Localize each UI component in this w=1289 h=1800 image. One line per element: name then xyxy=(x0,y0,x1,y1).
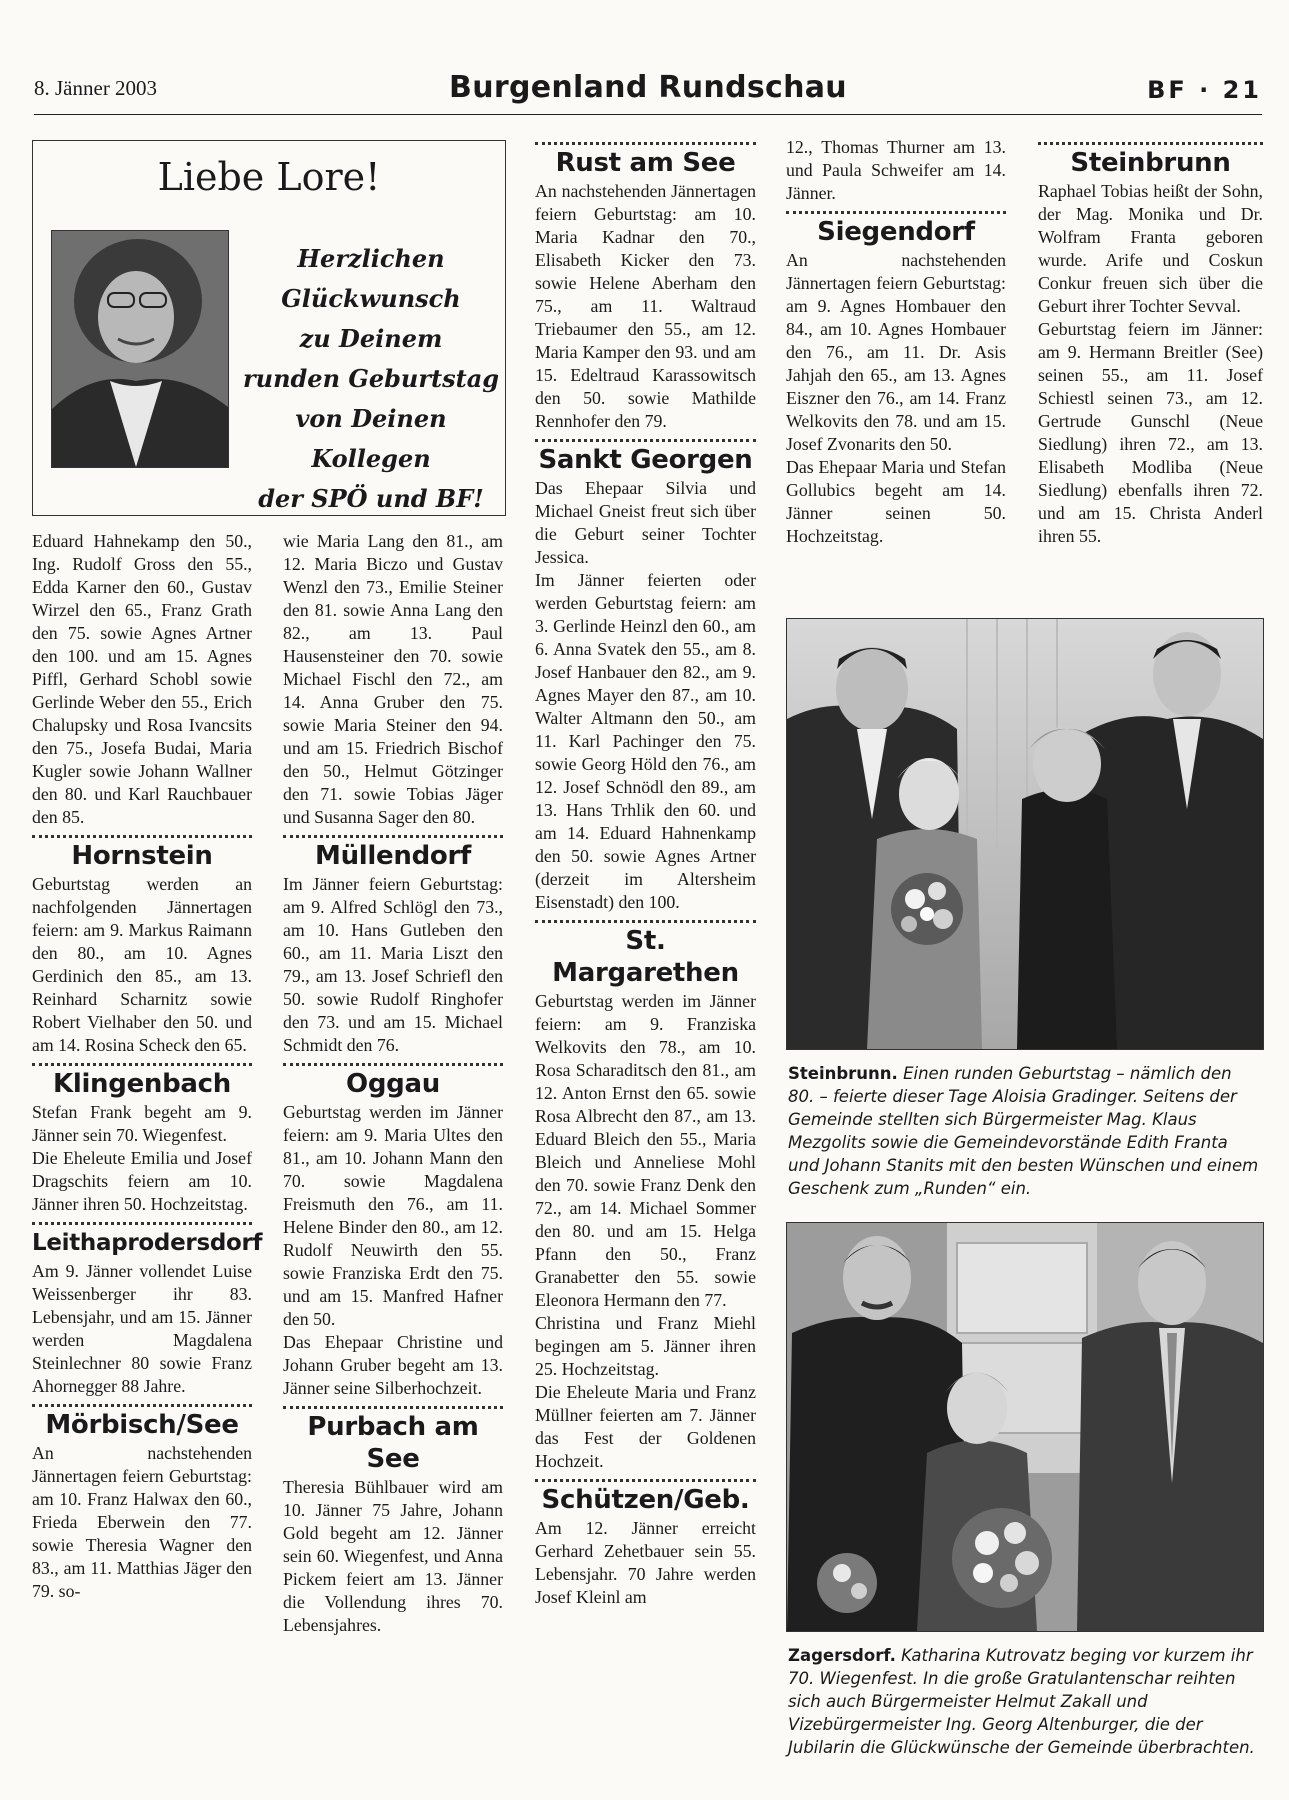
article-text: Theresia Bühlbauer wird am 10. Jänner 75 Jahre, Johann Gold begeht am 12. Jänner sein 60. Wiegenfest, und Anna Pickem feiert am 13. Jänner die Vollendung ihres 70. Lebensjahres. xyxy=(283,1477,503,1635)
section-title-purbach: Purbach am See xyxy=(307,1412,479,1474)
section-title-muellendorf: Müllendorf xyxy=(315,841,471,871)
caption-text: Katharina Kutrovatz beging vor kurzem ihr 70. Wiegenfest. In die große Gratulantenschar reihten sich auch Bürgermeister Helmut Zakall und Vizebürgermeister Ing. Georg Altenburger, die der Jubilarin die Glückwünsche der Gemeinde überbrachten. xyxy=(788,1646,1255,1757)
article-column-2 xyxy=(283,530,503,1637)
dotted-divider xyxy=(32,1222,252,1225)
article-text: Geburtstag werden im Jänner feiern: am 9. Maria Ultes den 81., am 10. Johann Mann den 70. sowie Magdalena Freismuth den 76., am 11. Helene Binder den 80., am 12. Rudolf Neuwirth den 55. sowie Franziska Erdt den 75. und am 15. Manfred Hafner den 50. xyxy=(283,1102,503,1329)
caption-text: Einen runden Geburtstag – nämlich den 80. – feierte dieser Tage Aloisia Gradinger. Seitens der Gemeinde stellten sich Bürgermeister Mag. Klaus Mezgolits sowie die Gemeindevorstände Edith Franta und Johann Stanits mit den besten Wünschen und einem Geschenk zum „Runden“ ein. xyxy=(788,1064,1259,1198)
article-text: Die Eheleute Emilia und Josef Dragschits feiern am 10. Jänner ihren 50. Hochzeitstag. xyxy=(32,1148,252,1214)
article-text: Am 9. Jänner vollendet Luise Weissenberger ihr 83. Lebensjahr, und am 15. Jänner werden Magdalena Steinlechner 80 sowie Franz Ahornegger 88 Jahre. xyxy=(32,1261,252,1396)
steinbrunn-group-photo xyxy=(786,618,1264,1050)
page-number: BF · 21 xyxy=(1147,76,1262,104)
article-text: An nachstehenden Jännertagen feiern Geburtstag: am 10. Franz Halwax den 60., Frieda Eberwein den 77. sowie Theresia Wagner den 83., am 11. Matthias Jäger den 79. so- xyxy=(32,1443,252,1601)
article-text: wie Maria Lang den 81., am 12. Maria Biczo und Gustav Wenzl den 73., Emilie Steiner den 81. sowie Anna Lang den 82., am 13. Paul Hausensteiner den 70. sowie Michael Fischl den 72., am 14. Anna Gruber den 75. sowie Maria Steiner den 94. und am 15. Friedrich Bischof den 50., Helmut Götzinger den 71. sowie Tobias Jäger und Susanna Sager den 80. xyxy=(283,531,503,827)
greeting-message xyxy=(241,239,501,519)
article-text: An nachstehenden Jännertagen feiern Geburtstag: am 10. Maria Kadnar den 70., Elisabeth Kicker den 73. sowie Helene Aberham den 75., am 11. Waltraud Triebaumer den 55., am 12. Maria Kamper den 93. und am 15. Edeltraud Karassowitsch den 50. sowie Mathilde Rennhofer den 79. xyxy=(535,181,756,431)
article-text: Geburtstag feiern im Jänner: am 9. Hermann Breitler (See) seinen 55., am 11. Josef Schiestl seinen 73., am 12. Gertrude Gunschl (Neue Siedlung) ihren 72., am 13. Elisabeth Modliba (Neue Siedlung) ebenfalls ihren 72. und am 15. Christa Anderl ihren 55. xyxy=(1038,319,1263,546)
section-title-rust: Rust am See xyxy=(555,148,736,178)
article-column-3 xyxy=(535,140,756,1609)
article-text: Geburtstag werden an nachfolgenden Jännertagen feiern: am 9. Markus Raimann den 80., am 10. Agnes Gerdinich den 85., am 13. Reinhard Scharnitz sowie Robert Vielhaber den 50. und am 14. Rosina Scheck den 65. xyxy=(32,874,252,1055)
photo-caption-zagersdorf xyxy=(788,1644,1262,1759)
article-text: Geburtstag werden im Jänner feiern: am 9. Franziska Welkovits den 78., am 10. Rosa Scharaditsch den 81., am 12. Anton Ernst den 65. sowie Rosa Albrecht den 87., am 13. Eduard Bleich den 55., Maria Bleich und Anneliese Mohl den 70. sowie Franz Denk den 72., am 14. Michael Sommer den 80. und am 15. Helga Pfann den 50., Franz Granabetter den 55. sowie Eleonora Hermann den 77. xyxy=(535,991,756,1310)
article-text: Die Eheleute Maria und Franz Müllner feierten am 7. Jänner das Fest der Goldenen Hochzeit. xyxy=(535,1382,756,1471)
caption-place: Steinbrunn. xyxy=(788,1064,898,1083)
section-title-moerbisch: Mörbisch/See xyxy=(45,1410,239,1440)
section-title-oggau: Oggau xyxy=(346,1069,440,1099)
dotted-divider xyxy=(283,835,503,838)
article-text: Christina und Franz Miehl begingen am 5. Jänner ihren 25. Hochzeitstag. xyxy=(535,1313,756,1379)
greeting-box xyxy=(32,140,506,516)
dotted-divider xyxy=(535,920,756,923)
portrait-photo xyxy=(51,230,229,468)
greeting-line: Herzlichen xyxy=(297,244,445,273)
article-text: Am 12. Jänner erreicht Gerhard Zehetbauer sein 55. Lebensjahr. 70 Jahre werden Josef Kleinl am xyxy=(535,1518,756,1607)
newspaper-title: Burgenland Rundschau xyxy=(449,70,847,105)
article-text: Das Ehepaar Christine und Johann Gruber begeht am 13. Jänner seine Silberhochzeit. xyxy=(283,1332,503,1398)
dotted-divider xyxy=(32,1063,252,1066)
section-title-leithaprodersdorf: Leithaprodersdorf xyxy=(32,1230,263,1256)
article-text: 12., Thomas Thurner am 13. und Paula Schweifer am 14. Jänner. xyxy=(786,137,1006,203)
greeting-line: zu Deinem xyxy=(299,324,443,353)
page-header xyxy=(34,70,1262,115)
greeting-line: von Deinen Kollegen xyxy=(295,404,447,473)
issue-date: 8. Jänner 2003 xyxy=(34,76,158,100)
article-text: Stefan Frank begeht am 9. Jänner sein 70. Wiegenfest. xyxy=(32,1102,252,1145)
article-text: An nachstehenden Jännertagen feiern Geburtstag: am 9. Agnes Hombauer den 84., am 10. Agnes Hombauer den 76., am 11. Dr. Asis Jahjah den 65., am 13. Agnes Eiszner den 76., am 14. Franz Welkovits den 78. und am 15. Josef Zvonarits den 50. xyxy=(786,250,1006,454)
zagersdorf-group-photo xyxy=(786,1222,1264,1632)
dotted-divider xyxy=(32,835,252,838)
photo-caption-steinbrunn xyxy=(788,1062,1262,1200)
dotted-divider xyxy=(32,1404,252,1407)
greeting-line: runden Geburtstag xyxy=(242,364,500,393)
article-text: Das Ehepaar Maria und Stefan Gollubics begeht am 14. Jänner seinen 50. Hochzeitstag. xyxy=(786,457,1006,546)
caption-place: Zagersdorf. xyxy=(788,1646,896,1665)
dotted-divider xyxy=(535,142,756,145)
dotted-divider xyxy=(1038,142,1263,145)
article-text: Das Ehepaar Silvia und Michael Gneist freut sich über die Geburt seiner Tochter Jessica. xyxy=(535,478,756,567)
dotted-divider xyxy=(283,1406,503,1409)
dotted-divider xyxy=(283,1063,503,1066)
dotted-divider xyxy=(535,439,756,442)
greeting-title: Liebe Lore! xyxy=(157,155,381,199)
article-text: Im Jänner feierten oder werden Geburtstag feiern: am 3. Gerlinde Heinzl den 60., am 6. Anna Svatek den 55., am 8. Josef Hanbauer den 82., am 9. Agnes Mayer den 87., am 10. Walter Altmann den 50., am 11. Karl Pachinger den 75. sowie Georg Höld den 76., am 12. Josef Schnödl den 89., am 13. Hans Trhlik den 60. und am 14. Eduard Hahnenkamp den 50. sowie Agnes Artner (derzeit im Altersheim Eisenstadt) den 100. xyxy=(535,570,756,912)
section-title-steinbrunn: Steinbrunn xyxy=(1070,148,1231,178)
article-column-1 xyxy=(32,530,263,1603)
section-title-hornstein: Hornstein xyxy=(71,841,213,871)
article-column-4 xyxy=(786,136,1006,548)
section-title-klingenbach: Klingenbach xyxy=(52,1069,231,1099)
greeting-line: der SPÖ und BF! xyxy=(258,484,484,513)
section-title-siegendorf: Siegendorf xyxy=(817,217,975,247)
greeting-line: Glückwunsch xyxy=(281,284,461,313)
section-title-schuetzen: Schützen/Geb. xyxy=(541,1485,750,1515)
article-column-5 xyxy=(1038,140,1263,548)
article-text: Eduard Hahnekamp den 50., Ing. Rudolf Gross den 55., Edda Karner den 60., Gustav Wirzel den 65., Franz Grath den 75. sowie Agnes Artner den 100. und am 15. Agnes Piffl, Gerhard Schobl sowie Gerlinde Weber den 55., Erich Chalupsky und Rosa Ivancsits den 75., Josefa Budai, Maria Kugler sowie Johann Wallner den 80. und Karl Rauchbauer den 85. xyxy=(32,531,252,827)
article-text: Raphael Tobias heißt der Sohn, der Mag. Monika und Dr. Wolfram Franta geboren wurde. Arife und Coskun Conkur freuen sich über die Geburt ihrer Tochter Sevval. xyxy=(1038,181,1263,316)
dotted-divider xyxy=(535,1479,756,1482)
dotted-divider xyxy=(786,211,1006,214)
section-title-st-margarethen: St. Margarethen xyxy=(552,926,739,988)
section-title-sankt-georgen: Sankt Georgen xyxy=(538,445,753,475)
article-text: Im Jänner feiern Geburtstag: am 9. Alfred Schlögl den 73., am 10. Hans Gutleben den 60., am 11. Maria Liszt den 79., am 13. Josef Schriefl den 50. sowie Rudolf Ringhofer den 73. und am 15. Michael Schmidt den 76. xyxy=(283,874,503,1055)
